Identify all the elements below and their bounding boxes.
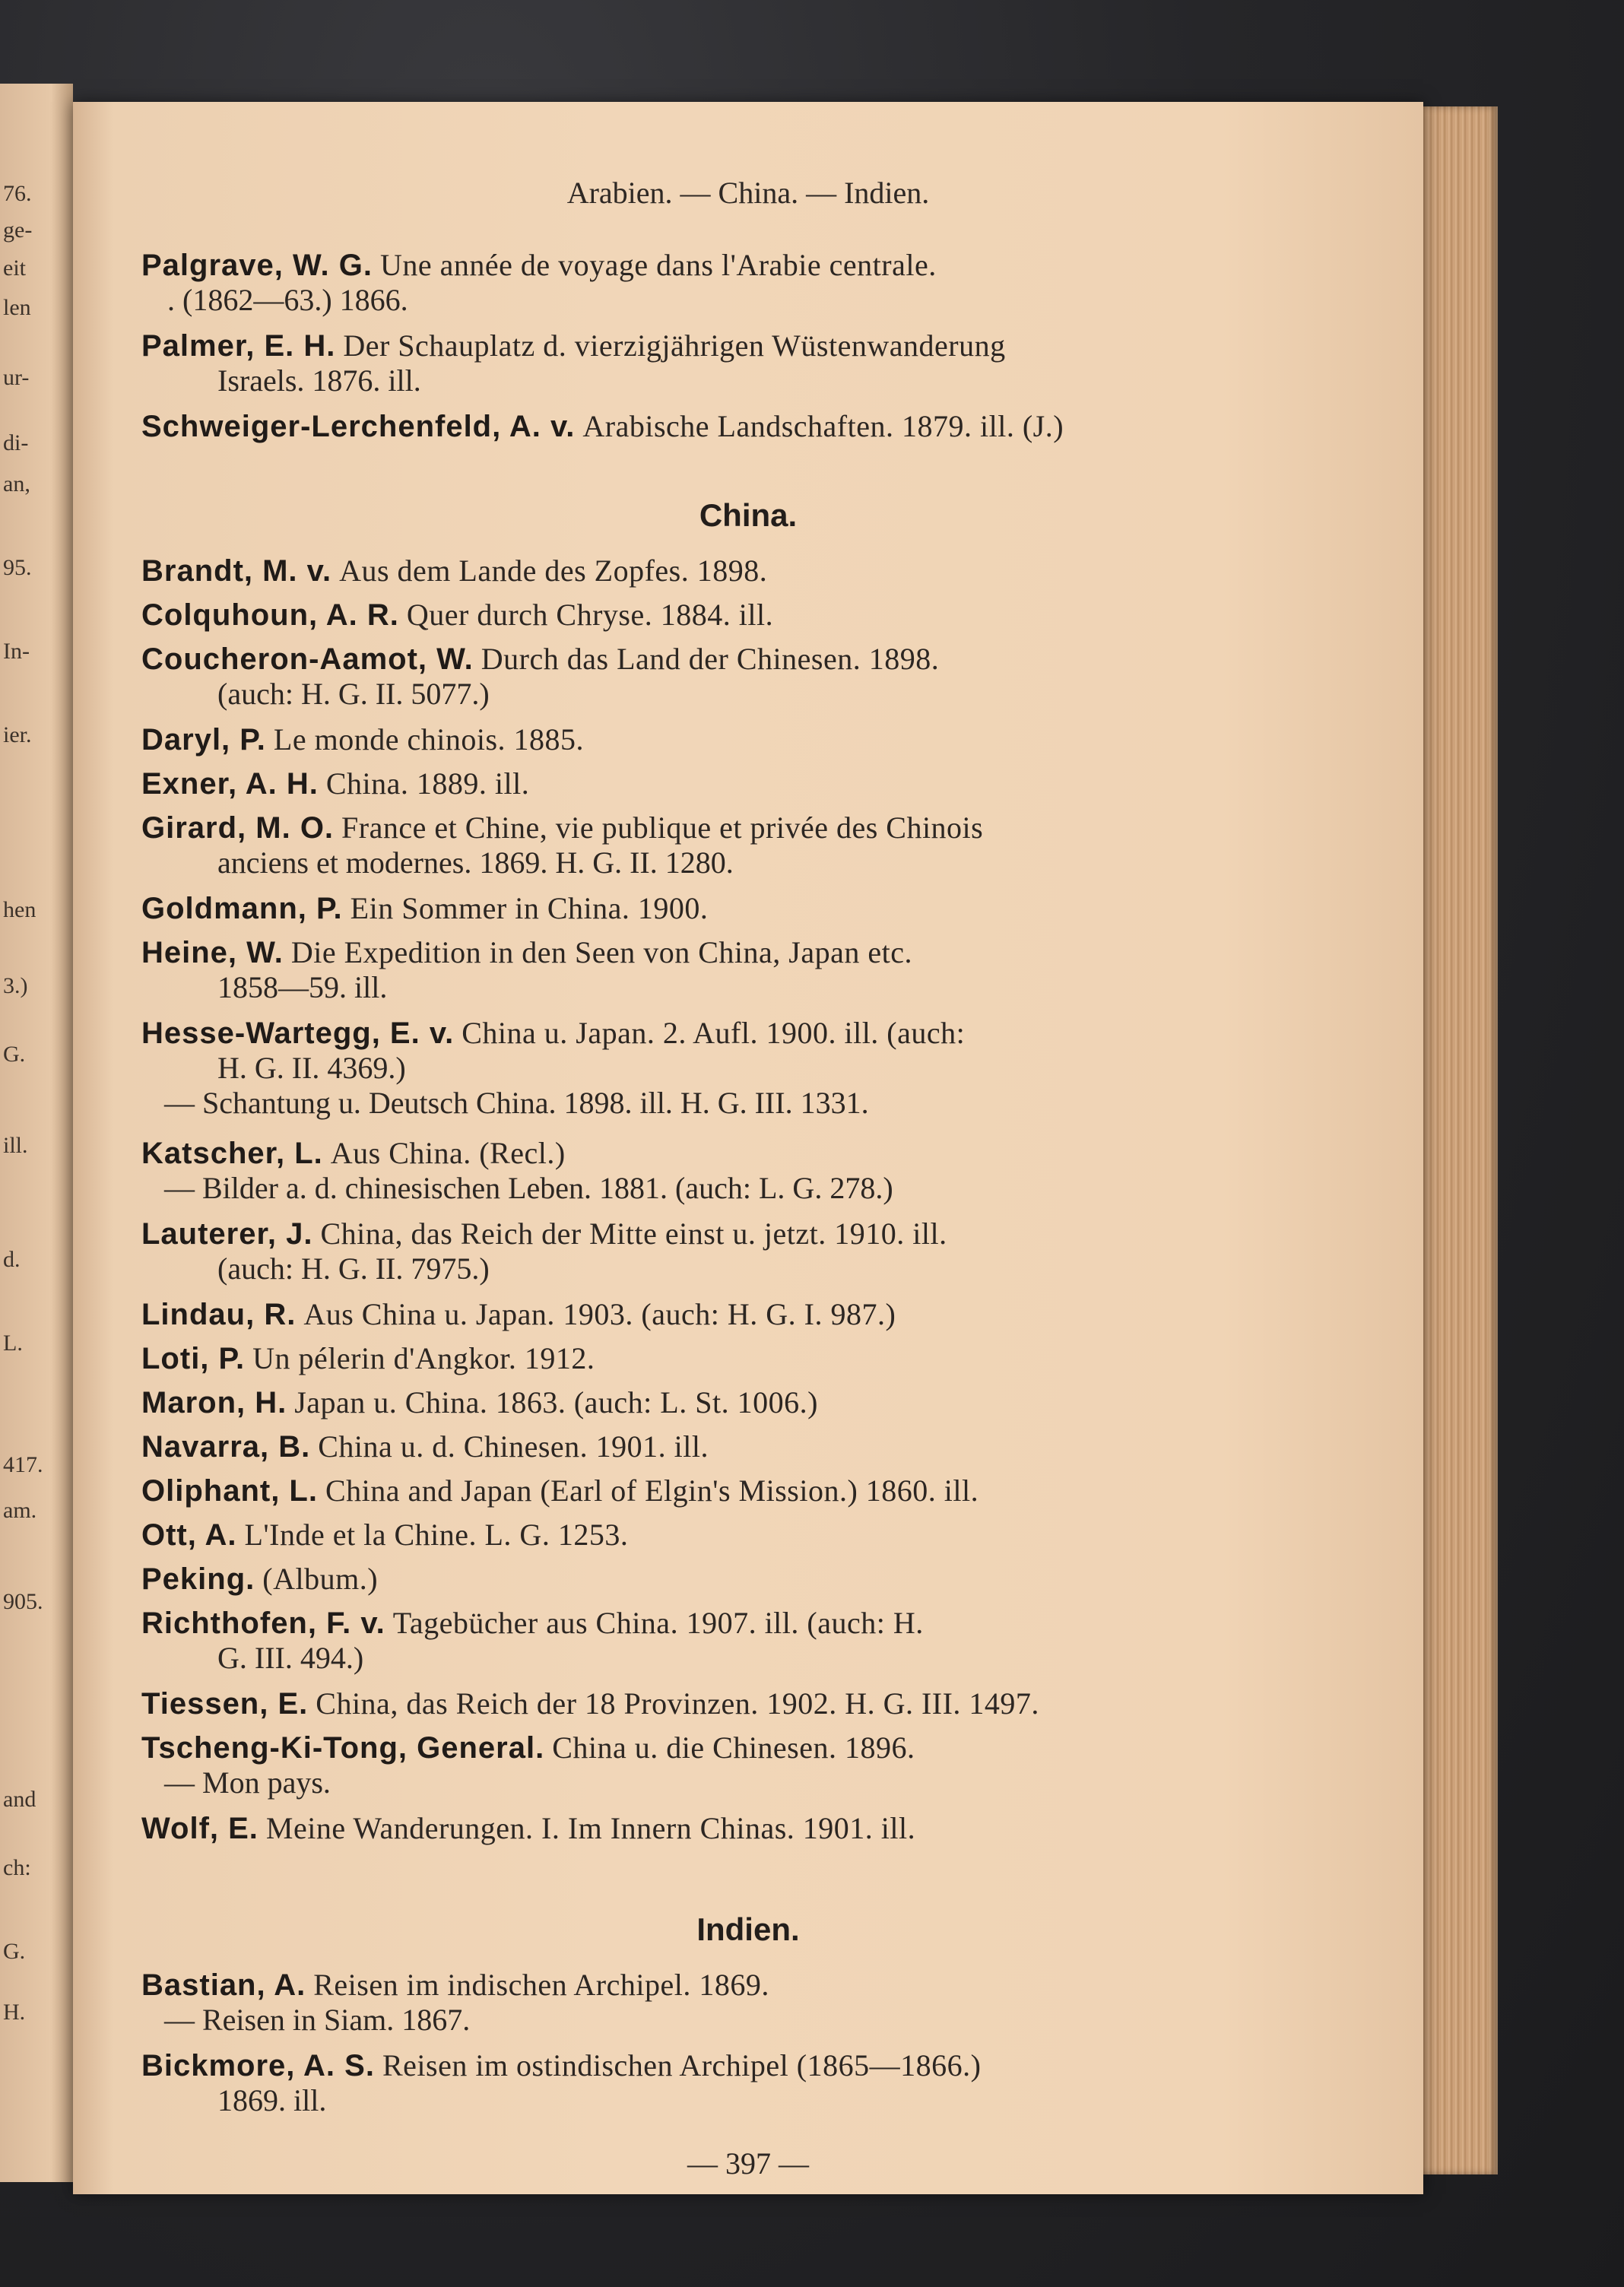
bibliography-entry bbox=[141, 1297, 1358, 1332]
entry-author: Ott, A. bbox=[141, 1518, 237, 1552]
entry-continuation: (auch: H. G. II. 7975.) bbox=[217, 1251, 490, 1286]
running-header: Arabien. — China. — Indien. bbox=[566, 176, 930, 210]
entry-author: Hesse-Wartegg, E. v. bbox=[141, 1017, 455, 1050]
entry-continuation: anciens et modernes. 1869. H. G. II. 1280. bbox=[217, 845, 734, 880]
entry-author: Daryl, P. bbox=[141, 723, 266, 757]
bibliography-entry bbox=[141, 248, 1358, 318]
margin-fragment: L. bbox=[3, 1331, 23, 1356]
entry-title: Un pélerin d'Angkor. 1912. bbox=[252, 1341, 595, 1375]
margin-fragment: len bbox=[3, 295, 31, 320]
margin-fragment: am. bbox=[3, 1498, 37, 1523]
bibliography-entry bbox=[141, 554, 1358, 588]
entry-continuation: . (1862—63.) 1866. bbox=[167, 283, 408, 317]
bibliography-entry bbox=[141, 891, 1358, 926]
page-number: — 397 — bbox=[687, 2146, 809, 2181]
bibliography-entry bbox=[141, 766, 1358, 801]
entry-author: Goldmann, P. bbox=[141, 892, 343, 925]
entry-title: (Album.) bbox=[262, 1562, 379, 1596]
margin-fragment: di- bbox=[3, 430, 29, 455]
entry-title: Aus China u. Japan. 1903. (auch: H. G. I. 987.) bbox=[303, 1297, 896, 1331]
entry-author: Peking. bbox=[141, 1562, 255, 1596]
margin-fragment: d. bbox=[3, 1247, 21, 1272]
bibliography-entry bbox=[141, 1606, 1358, 1676]
margin-fragment: ge- bbox=[3, 217, 33, 243]
entry-title: Die Expedition in den Seen von China, Japan etc. bbox=[290, 935, 912, 969]
margin-fragment: 417. bbox=[3, 1452, 43, 1477]
entry-author: Colquhoun, A. R. bbox=[141, 598, 399, 632]
entry-subentry: — Reisen in Siam. 1867. bbox=[164, 2003, 471, 2037]
entry-author: Tscheng-Ki-Tong, General. bbox=[141, 1731, 545, 1765]
entry-continuation: 1869. ill. bbox=[217, 2083, 327, 2117]
bibliography-entry bbox=[141, 1968, 1358, 2038]
bibliography-entry bbox=[141, 1429, 1358, 1464]
bibliography-entry bbox=[141, 1730, 1358, 1800]
bibliography-entry bbox=[141, 1341, 1358, 1376]
entry-subentry: — Schantung u. Deutsch China. 1898. ill. H. G. III. 1331. bbox=[164, 1086, 869, 1120]
margin-fragment: hen bbox=[3, 897, 36, 922]
margin-fragment: 95. bbox=[3, 555, 32, 580]
margin-fragment: ier. bbox=[3, 722, 32, 747]
entry-author: Oliphant, L. bbox=[141, 1474, 318, 1508]
entry-title: Une année de voyage dans l'Arabie centrale. bbox=[380, 248, 937, 282]
entry-title: Der Schauplatz d. vierzigjährigen Wüstenwanderung bbox=[343, 328, 1006, 363]
entry-title: China u. d. Chinesen. 1901. ill. bbox=[318, 1429, 709, 1464]
margin-fragment: 905. bbox=[3, 1589, 43, 1614]
bibliography-entry bbox=[141, 1216, 1358, 1286]
entry-author: Lindau, R. bbox=[141, 1298, 297, 1331]
entry-author: Exner, A. H. bbox=[141, 767, 319, 801]
bibliography-entry bbox=[141, 1811, 1358, 1846]
entry-title: Le monde chinois. 1885. bbox=[273, 722, 585, 757]
margin-fragment: an, bbox=[3, 471, 30, 496]
bibliography-entry bbox=[141, 1562, 1358, 1597]
bibliography-entry bbox=[141, 1686, 1358, 1721]
bibliography-entry bbox=[141, 722, 1358, 757]
entry-continuation: G. III. 494.) bbox=[217, 1641, 364, 1675]
entry-title: Japan u. China. 1863. (auch: L. St. 1006.) bbox=[294, 1385, 818, 1419]
entry-author: Palmer, E. H. bbox=[141, 329, 336, 363]
bibliography-entry bbox=[141, 1473, 1358, 1508]
entry-author: Maron, H. bbox=[141, 1386, 287, 1419]
bibliography-entry bbox=[141, 1136, 1358, 1206]
section-title-india: Indien. bbox=[696, 1911, 800, 1947]
entry-author: Loti, P. bbox=[141, 1342, 246, 1375]
entry-title: France et Chine, vie publique et privée des Chinois bbox=[341, 810, 984, 845]
bibliography-entry bbox=[141, 598, 1358, 633]
section-title-china: China. bbox=[699, 497, 798, 533]
margin-fragment: H. bbox=[3, 2000, 26, 2025]
entry-author: Palgrave, W. G. bbox=[141, 249, 373, 282]
entry-author: Wolf, E. bbox=[141, 1812, 259, 1845]
entry-author: Coucheron-Aamot, W. bbox=[141, 642, 474, 676]
entry-title: China. 1889. ill. bbox=[325, 766, 530, 801]
margin-fragment: and bbox=[3, 1787, 36, 1812]
entry-title: Quer durch Chryse. 1884. ill. bbox=[406, 598, 774, 632]
entry-author: Katscher, L. bbox=[141, 1137, 323, 1170]
bibliography-entry bbox=[141, 810, 1358, 880]
entry-author: Schweiger-Lerchenfeld, A. v. bbox=[141, 410, 576, 443]
entry-author: Bastian, A. bbox=[141, 1968, 306, 2002]
bibliography-entry bbox=[141, 642, 1358, 712]
entry-title: Tagebücher aus China. 1907. ill. (auch: H. bbox=[392, 1606, 924, 1640]
bibliography-entry bbox=[141, 328, 1358, 398]
margin-fragment: eit bbox=[3, 255, 26, 281]
entry-continuation: Israels. 1876. ill. bbox=[217, 363, 421, 398]
entry-title: Durch das Land der Chinesen. 1898. bbox=[481, 642, 940, 676]
entry-author: Lauterer, J. bbox=[141, 1217, 313, 1251]
bibliography-entry bbox=[141, 1016, 1358, 1121]
margin-fragment: G. bbox=[3, 1042, 26, 1067]
entry-title: China and Japan (Earl of Elgin's Mission.) 1860. ill. bbox=[325, 1473, 979, 1508]
entry-author: Brandt, M. v. bbox=[141, 554, 332, 588]
bibliography-entry bbox=[141, 409, 1358, 444]
entry-title: China u. Japan. 2. Aufl. 1900. ill. (auch: bbox=[462, 1016, 966, 1050]
margin-fragment: In- bbox=[3, 639, 30, 664]
bibliography-entry bbox=[141, 2048, 1358, 2118]
margin-fragment: G. bbox=[3, 1939, 26, 1964]
entry-title: China, das Reich der Mitte einst u. jetzt. 1910. ill. bbox=[320, 1216, 947, 1251]
entry-author: Heine, W. bbox=[141, 936, 284, 969]
book-page bbox=[73, 102, 1423, 2194]
margin-fragment: ur- bbox=[3, 365, 30, 390]
entry-author: Richthofen, F. v. bbox=[141, 1607, 385, 1640]
entry-title: Aus China. (Recl.) bbox=[330, 1136, 566, 1170]
entry-author: Navarra, B. bbox=[141, 1430, 311, 1464]
left-page-edge bbox=[0, 84, 73, 2182]
entry-author: Tiessen, E. bbox=[141, 1687, 309, 1721]
entry-continuation: (auch: H. G. II. 5077.) bbox=[217, 677, 490, 711]
entry-continuation: H. G. II. 4369.) bbox=[217, 1051, 406, 1085]
entry-subentry: — Mon pays. bbox=[164, 1765, 331, 1800]
entry-subentry: — Bilder a. d. chinesischen Leben. 1881. (auch: L. G. 278.) bbox=[164, 1171, 893, 1205]
entry-title: L'Inde et la Chine. L. G. 1253. bbox=[244, 1518, 629, 1552]
entry-title: Meine Wanderungen. I. Im Innern Chinas. 1901. ill. bbox=[265, 1811, 916, 1845]
entry-author: Girard, M. O. bbox=[141, 811, 335, 845]
bibliography-entry bbox=[141, 1385, 1358, 1420]
entry-title: China, das Reich der 18 Provinzen. 1902. H. G. III. 1497. bbox=[316, 1686, 1039, 1721]
margin-fragment: 76. bbox=[3, 181, 32, 206]
bibliography-entry bbox=[141, 1518, 1358, 1553]
bibliography-entry bbox=[141, 935, 1358, 1005]
margin-fragment: ch: bbox=[3, 1855, 31, 1880]
entry-author: Bickmore, A. S. bbox=[141, 2049, 375, 2082]
entry-title: Aus dem Lande des Zopfes. 1898. bbox=[339, 554, 768, 588]
entry-title: China u. die Chinesen. 1896. bbox=[552, 1730, 915, 1765]
entry-continuation: 1858—59. ill. bbox=[217, 970, 388, 1004]
entry-title: Arabische Landschaften. 1879. ill. (J.) bbox=[582, 409, 1064, 443]
entry-title: Reisen im ostindischen Archipel (1865—1866.) bbox=[382, 2048, 982, 2082]
page-edges bbox=[1413, 106, 1498, 2174]
entry-title: Reisen im indischen Archipel. 1869. bbox=[313, 1968, 769, 2002]
entry-title: Ein Sommer in China. 1900. bbox=[350, 891, 709, 925]
margin-fragment: 3.) bbox=[3, 973, 28, 998]
margin-fragment: ill. bbox=[3, 1133, 28, 1158]
